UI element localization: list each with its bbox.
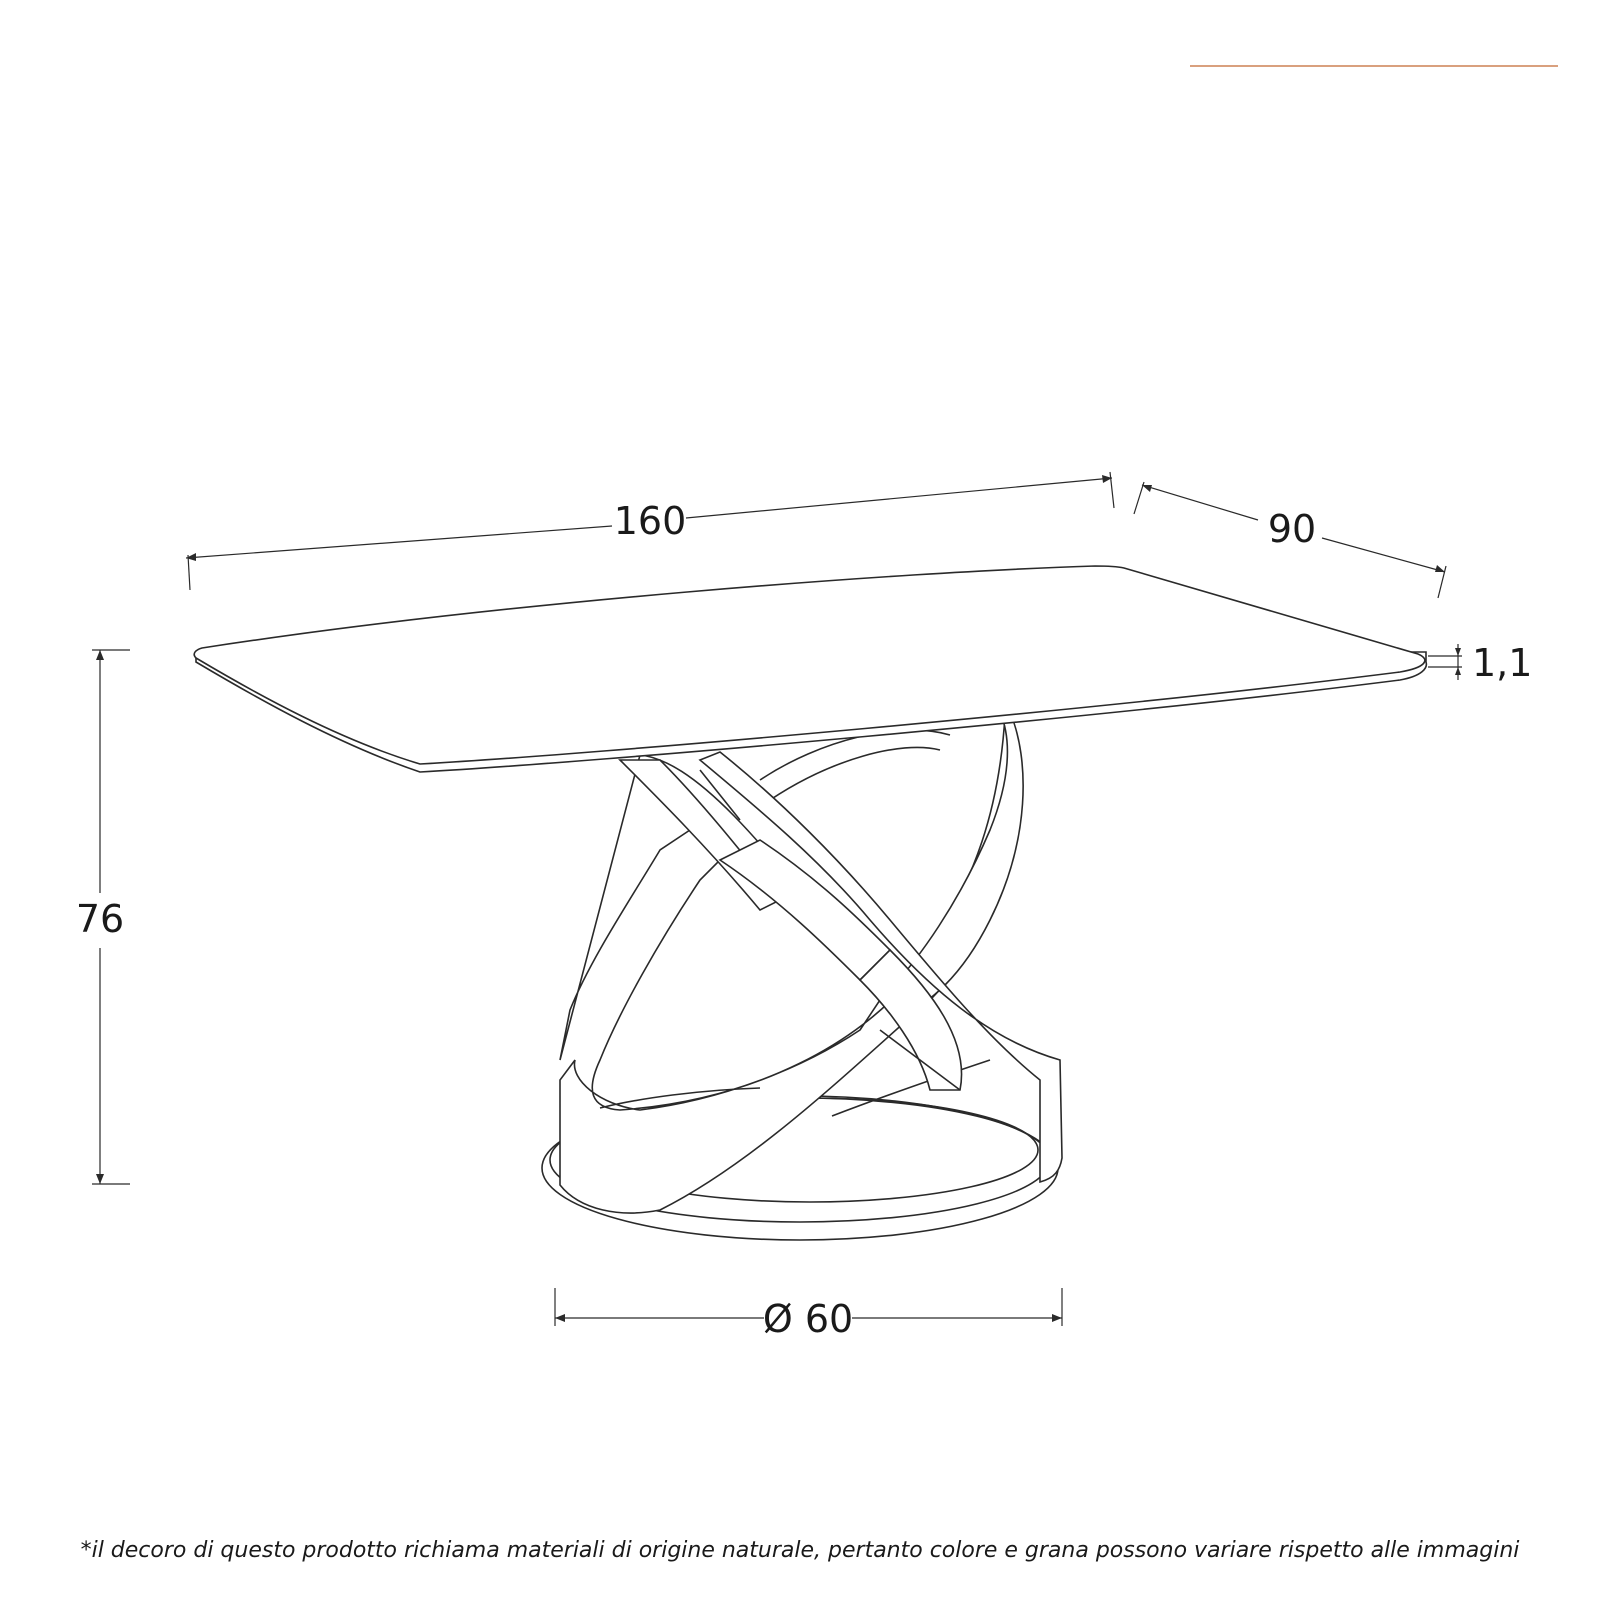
base-diameter-label: Ø 60 [762, 1297, 854, 1341]
thickness-label: 1,1 [1472, 641, 1533, 685]
base-diameter-dimension [555, 1288, 1062, 1341]
height-label: 76 [75, 897, 125, 941]
table-top [194, 566, 1426, 772]
length-label: 160 [613, 499, 687, 543]
depth-label: 90 [1267, 507, 1317, 551]
footnote: *il decoro di questo prodotto richiama materiali di origine naturale, pertanto colore e grana possono variare rispetto alle immagini [80, 1538, 1520, 1563]
height-dimension [76, 650, 130, 1184]
depth-dimension [1134, 482, 1446, 598]
thickness-dimension [1428, 641, 1532, 685]
